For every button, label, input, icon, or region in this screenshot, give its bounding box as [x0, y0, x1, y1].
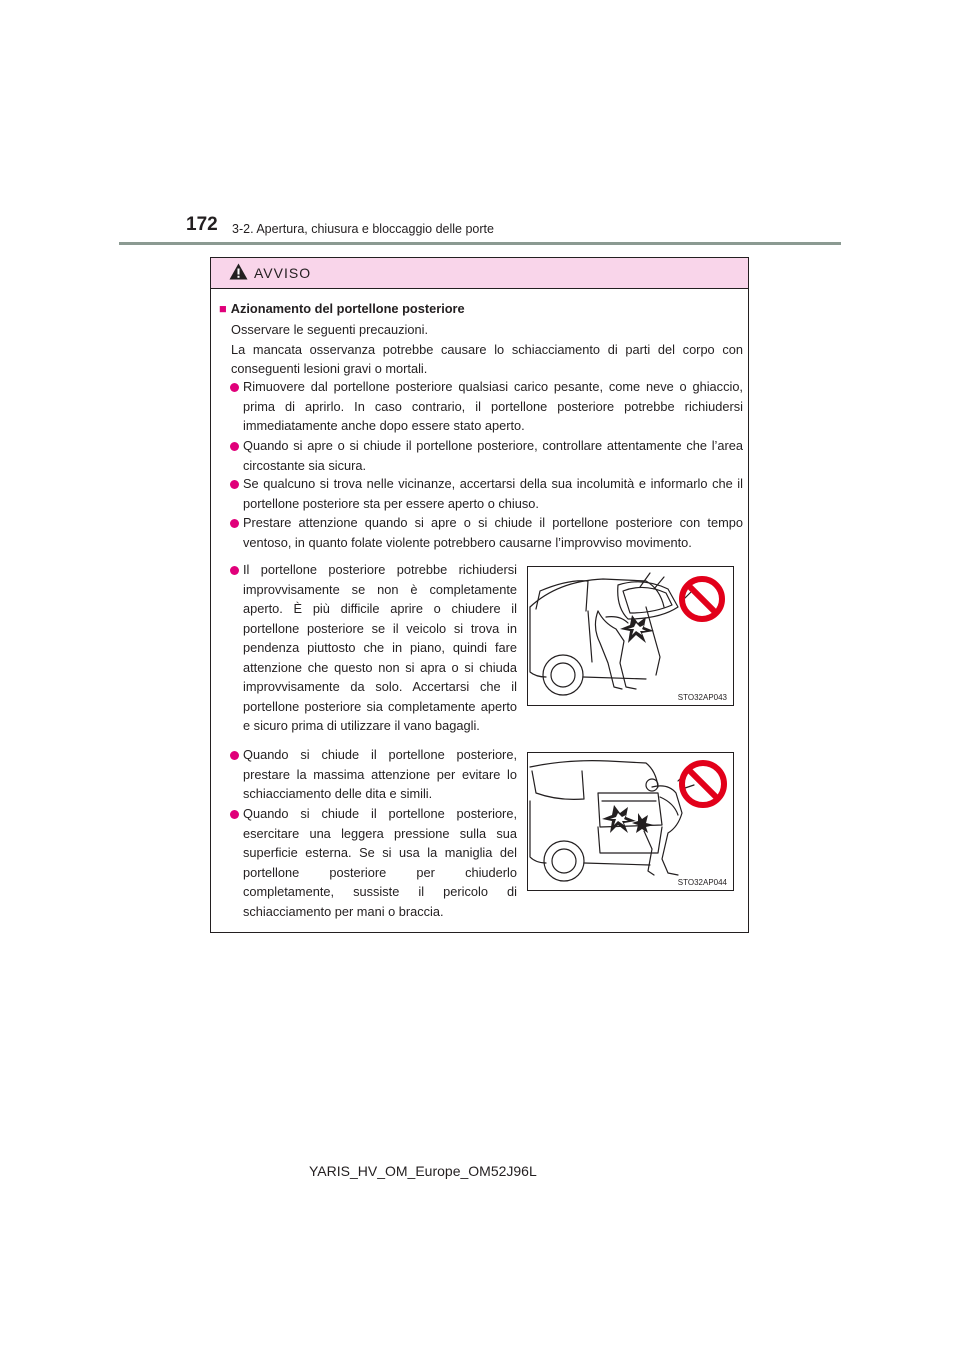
bullet-item-5: Il portellone posteriore potrebbe richiudersi improvvisamente se non è completamente aperto. È più difficile aprire o chiudere il portellone posteriore se il veicolo si trova in pendenza piuttosto che in piano, quindi fare attenzione che questo non si apra o si chiuda improvvisamente da solo. Accertarsi che il portellone posteriore sia completamente aperto e sicuro prima di utilizzare il vano bagagli.	[243, 562, 517, 733]
illustration-code: STO32AP043	[677, 693, 727, 702]
intro-text	[231, 320, 743, 379]
bullet-item-2: Quando si apre o si chiude il portellone posteriore, controllare attentamente che l’area circostante sia sicura.	[243, 438, 743, 473]
warning-title: AVVISO	[254, 265, 312, 281]
section-heading	[219, 299, 465, 319]
intro-line-1: Osservare le seguenti precauzioni.	[231, 322, 429, 337]
prohibition-icon	[678, 575, 726, 623]
square-bullet-icon: ■	[219, 301, 227, 316]
bullet-dot-icon	[230, 519, 239, 528]
warning-header	[211, 258, 748, 289]
prohibition-icon	[678, 759, 728, 809]
bullet-dot-icon	[230, 383, 239, 392]
bullet-item-3: Se qualcuno si trova nelle vicinanze, accertarsi della sua incolumità e informarlo che il portellone posteriore sta per essere aperto o chiuso.	[243, 476, 743, 511]
header-divider	[119, 242, 841, 245]
section-title: 3-2. Apertura, chiusura e bloccaggio delle porte	[232, 222, 494, 236]
illustration-tailgate-closing	[527, 752, 734, 891]
warning-triangle-icon	[229, 263, 248, 280]
bullet-item-6: Quando si chiude il portellone posteriore, prestare la massima attenzione per evitare lo schiacciamento delle dita e simili.	[243, 747, 517, 801]
illustration-code: STO32AP044	[677, 878, 727, 887]
bullet-dot-icon	[230, 442, 239, 451]
bullet-item-4: Prestare attenzione quando si apre o si chiude il portellone posteriore con tempo ventoso, in quanto folate violente potrebbero causarne l’improvviso movimento.	[243, 515, 743, 550]
intro-line-2: La mancata osservanza potrebbe causare lo schiacciamento di parti del corpo con conseguenti lesioni gravi o mortali.	[231, 341, 743, 376]
bullet-dot-icon	[230, 480, 239, 489]
bullet-dot-icon	[230, 810, 239, 819]
section-heading-text: Azionamento del portellone posteriore	[230, 301, 465, 316]
warning-box	[210, 257, 749, 933]
bullet-dot-icon	[230, 751, 239, 760]
bullet-item-1: Rimuovere dal portellone posteriore qualsiasi carico pesante, come neve o ghiaccio, prima di aprirlo. In caso contrario, il portellone posteriore potrebbe richiudersi immediatamente anche dopo essere stato aperto.	[243, 379, 743, 433]
bullet-item-7: Quando si chiude il portellone posteriore, esercitare una leggera pressione sulla sua superficie esterna. Se si usa la maniglia del portellone posteriore per chiuderlo completamente, sussiste il pericolo di schiacciamento per mani o braccia.	[243, 806, 517, 919]
document-id: YARIS_HV_OM_Europe_OM52J96L	[309, 1163, 537, 1179]
bullet-dot-icon	[230, 566, 239, 575]
page-number: 172	[186, 214, 218, 235]
illustration-tailgate-falling	[527, 566, 734, 706]
